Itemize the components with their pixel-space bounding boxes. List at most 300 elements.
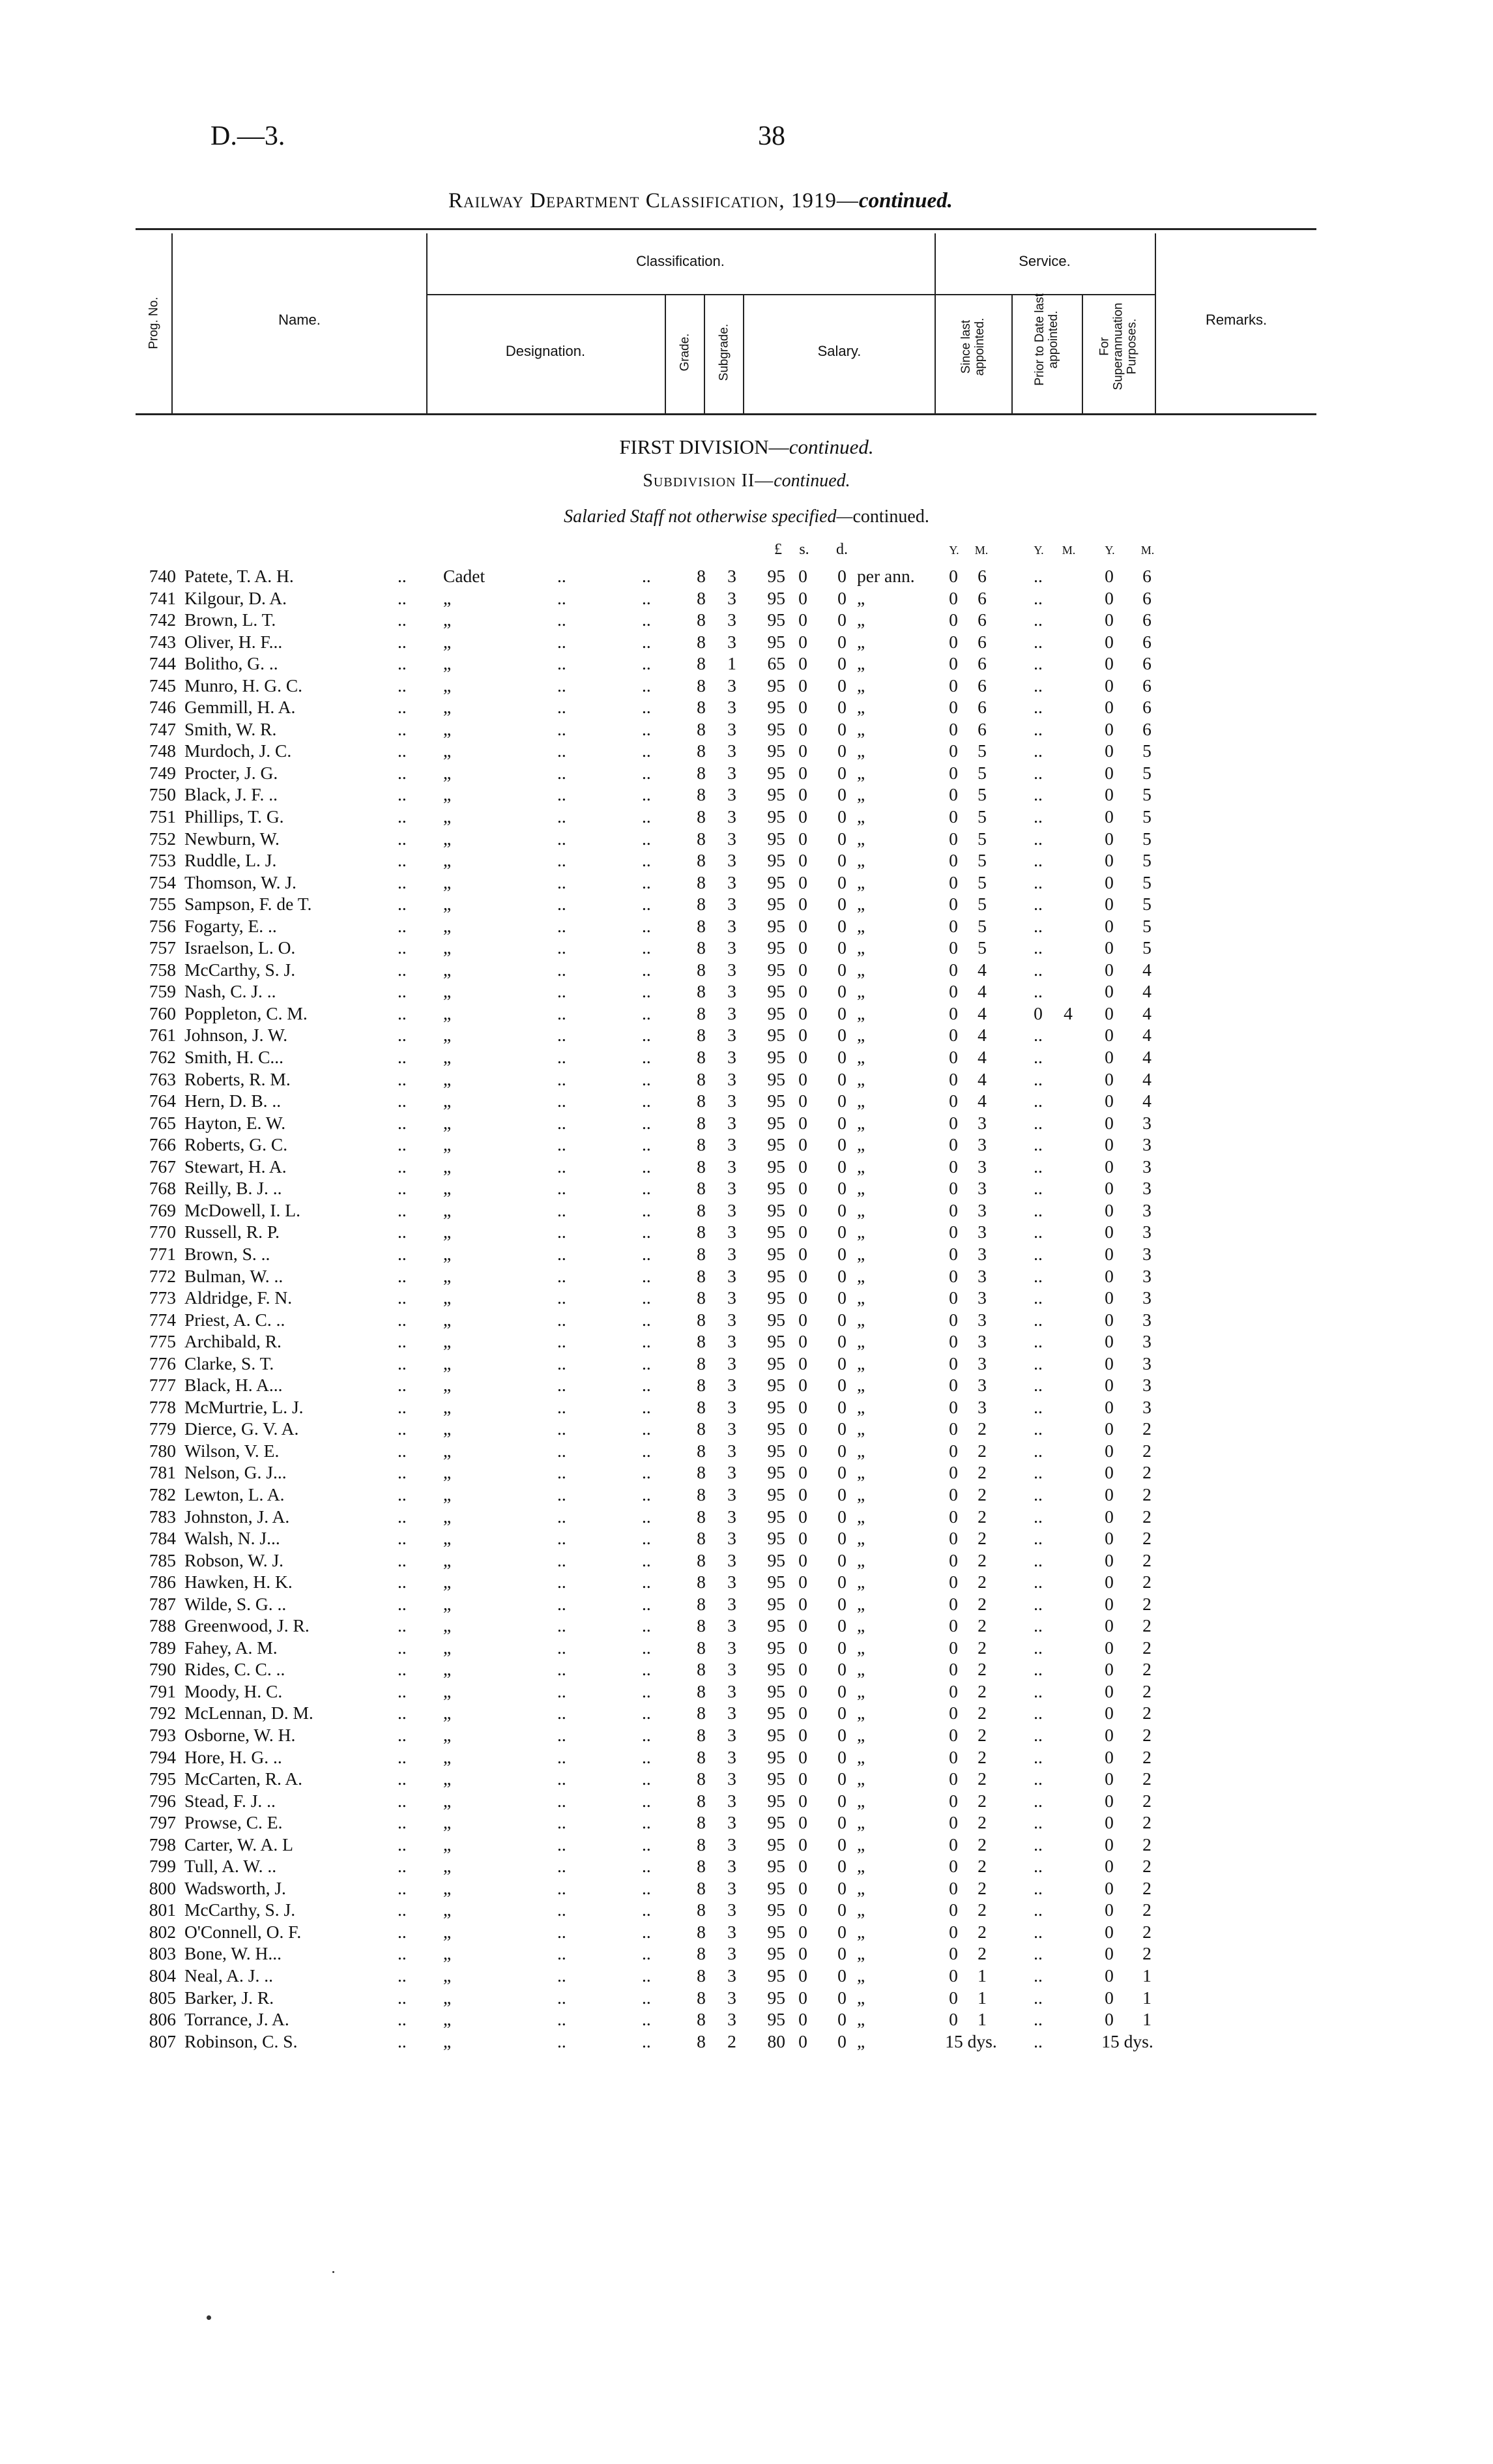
- name-cell: Aldridge, F. N.: [184, 1287, 293, 1308]
- name-cell: McCarthy, S. J.: [184, 959, 296, 980]
- salary-period-cell: „: [857, 1724, 865, 1745]
- superannuation-years-cell: 0: [1105, 1156, 1114, 1177]
- salary-shillings-cell: 0: [798, 1899, 807, 1920]
- since-appointed-years-cell: 0: [949, 1375, 958, 1396]
- superannuation-years-cell: 0: [1105, 1506, 1114, 1527]
- since-appointed-months-cell: 2: [978, 1615, 987, 1636]
- prior-years-cell: ..: [1034, 1703, 1043, 1723]
- leader-dots: ..: [642, 1680, 651, 1701]
- grade-cell: 8: [697, 1396, 706, 1417]
- table-row: [0, 828, 1493, 850]
- designation-cell: „: [443, 631, 452, 652]
- since-appointed-years-cell: 0: [949, 1856, 958, 1877]
- leader-dots: ..: [557, 631, 566, 652]
- name-cell: Ruddle, L. J.: [184, 850, 277, 871]
- salary-pounds-cell: 95: [767, 1812, 785, 1833]
- prior-years-cell: ..: [1034, 631, 1043, 652]
- leader-dots: ..: [398, 937, 407, 958]
- salary-period-cell: „: [857, 1943, 865, 1964]
- subgrade-cell: 1: [727, 653, 736, 674]
- table-row: [0, 959, 1493, 981]
- table-row: [0, 1855, 1493, 1877]
- leader-dots: ..: [557, 1987, 566, 2008]
- salary-period-cell: „: [857, 937, 865, 958]
- superannuation-months-cell: 5: [1142, 762, 1152, 783]
- grade-cell: 8: [697, 1112, 706, 1133]
- salary-shillings-cell: 0: [798, 1834, 807, 1855]
- grade-cell: 8: [697, 1768, 706, 1789]
- leader-dots: ..: [557, 915, 566, 936]
- superannuation-months-cell: 4: [1142, 981, 1152, 1002]
- leader-dots: ..: [398, 1178, 407, 1199]
- salary-pence-cell: 0: [837, 894, 847, 915]
- salary-shillings-cell: 0: [798, 675, 807, 696]
- table-row: [0, 1046, 1493, 1068]
- since-appointed-years-cell: 0: [949, 850, 958, 871]
- salary-pence-cell: 0: [837, 1899, 847, 1920]
- leader-dots: ..: [557, 587, 566, 608]
- leader-dots: ..: [398, 1549, 407, 1570]
- leader-dots: ..: [557, 1680, 566, 1701]
- name-cell: Newburn, W.: [184, 828, 280, 849]
- table-row: [0, 696, 1493, 718]
- subgrade-cell: 3: [727, 1812, 736, 1833]
- name-cell: Patete, T. A. H.: [184, 566, 294, 586]
- salary-period-cell: „: [857, 1396, 865, 1417]
- leader-dots: ..: [557, 1353, 566, 1373]
- since-appointed-years-cell: 0: [949, 1680, 958, 1701]
- name-cell: Smith, H. C...: [184, 1047, 284, 1068]
- superannuation-years-cell: 0: [1105, 566, 1114, 586]
- since-appointed-months-cell: 1: [978, 1987, 987, 2008]
- salary-pounds-cell: 95: [767, 741, 785, 761]
- superannuation-years-cell: 0: [1105, 894, 1114, 915]
- salary-shillings-cell: 0: [798, 1091, 807, 1111]
- prior-years-cell: ..: [1034, 2031, 1043, 2051]
- header-bottom-rule: [136, 413, 1316, 415]
- designation-cell: „: [443, 1396, 452, 1417]
- salary-shillings-cell: 0: [798, 850, 807, 871]
- since-appointed-years-cell: 0: [949, 1178, 958, 1199]
- salary-period-cell: „: [857, 1068, 865, 1089]
- table-row: [0, 1790, 1493, 1812]
- superannuation-months-cell: 6: [1142, 587, 1152, 608]
- salary-period-cell: „: [857, 2031, 865, 2051]
- since-appointed-months-cell: 3: [978, 1265, 987, 1286]
- salary-pounds-cell: 95: [767, 1243, 785, 1264]
- prior-months-cell: 4: [1064, 1003, 1073, 1023]
- designation-cell: „: [443, 1659, 452, 1680]
- salary-pence-cell: 0: [837, 1375, 847, 1396]
- unit-pence: d.: [836, 541, 848, 558]
- grade-cell: 8: [697, 806, 706, 827]
- subgrade-cell: 3: [727, 937, 736, 958]
- leader-dots: ..: [557, 872, 566, 892]
- leader-dots: ..: [642, 1003, 651, 1023]
- superannuation-years-cell: 0: [1105, 1965, 1114, 1986]
- salary-pounds-cell: 95: [767, 1834, 785, 1855]
- salary-period-cell: „: [857, 1506, 865, 1527]
- table-row: [0, 1461, 1493, 1484]
- since-appointed-years-cell: 0: [949, 959, 958, 980]
- column-header-since-last-appointed: Since last appointed.: [959, 317, 987, 376]
- superannuation-months-cell: 5: [1142, 915, 1152, 936]
- salary-shillings-cell: 0: [798, 1047, 807, 1068]
- table-row: [0, 1112, 1493, 1134]
- salary-shillings-cell: 0: [798, 1768, 807, 1789]
- leader-dots: ..: [398, 1877, 407, 1898]
- superannuation-months-cell: 2: [1142, 1484, 1152, 1504]
- superannuation-years-cell: 0: [1105, 762, 1114, 783]
- table-row: [0, 806, 1493, 828]
- superannuation-months-cell: 3: [1142, 1243, 1152, 1264]
- since-appointed-months-cell: 3: [978, 1178, 987, 1199]
- leader-dots: ..: [398, 1856, 407, 1877]
- since-appointed-months-cell: 5: [978, 937, 987, 958]
- grade-cell: 8: [697, 1134, 706, 1155]
- prog-no-cell: 762: [149, 1047, 176, 1068]
- salary-pence-cell: 0: [837, 1768, 847, 1789]
- name-cell: Robinson, C. S.: [184, 2031, 298, 2051]
- salary-shillings-cell: 0: [798, 1287, 807, 1308]
- leader-dots: ..: [642, 1572, 651, 1592]
- division-heading: [0, 435, 1493, 459]
- since-appointed-years-cell: 0: [949, 1199, 958, 1220]
- salary-shillings-cell: 0: [798, 1068, 807, 1089]
- grade-cell: 8: [697, 1375, 706, 1396]
- leader-dots: ..: [642, 697, 651, 718]
- prog-no-cell: 753: [149, 850, 176, 871]
- superannuation-months-cell: 5: [1142, 937, 1152, 958]
- subgrade-cell: 3: [727, 741, 736, 761]
- subgrade-cell: 3: [727, 1484, 736, 1504]
- table-row: [0, 1374, 1493, 1396]
- leader-dots: ..: [398, 1615, 407, 1636]
- prog-no-cell: 757: [149, 937, 176, 958]
- header-top-rule: [136, 228, 1316, 230]
- subgrade-cell: 3: [727, 1440, 736, 1461]
- salary-shillings-cell: 0: [798, 1572, 807, 1592]
- prior-years-cell: ..: [1034, 894, 1043, 915]
- since-appointed-years-cell: 0: [949, 566, 958, 586]
- salary-period-cell: „: [857, 915, 865, 936]
- superannuation-years-cell: 0: [1105, 1790, 1114, 1811]
- grade-cell: 8: [697, 1068, 706, 1089]
- name-cell: Murdoch, J. C.: [184, 741, 292, 761]
- name-cell: Prowse, C. E.: [184, 1812, 283, 1833]
- salary-pounds-cell: 95: [767, 1549, 785, 1570]
- prog-no-cell: 758: [149, 959, 176, 980]
- name-cell: Wadsworth, J.: [184, 1877, 286, 1898]
- salary-period-cell: „: [857, 872, 865, 892]
- subgrade-cell: 3: [727, 1375, 736, 1396]
- superannuation-years-cell: 0: [1105, 1243, 1114, 1264]
- since-appointed-years-cell: 0: [949, 741, 958, 761]
- prog-no-cell: 783: [149, 1506, 176, 1527]
- name-cell: Tull, A. W. ..: [184, 1856, 277, 1877]
- prior-years-cell: ..: [1034, 587, 1043, 608]
- name-cell: Fogarty, E. ..: [184, 915, 277, 936]
- salary-pounds-cell: 95: [767, 850, 785, 871]
- salary-pence-cell: 0: [837, 1703, 847, 1723]
- grade-cell: 8: [697, 762, 706, 783]
- since-appointed-years-cell: 0: [949, 1091, 958, 1111]
- leader-dots: ..: [398, 784, 407, 805]
- leader-dots: ..: [642, 1593, 651, 1614]
- leader-dots: ..: [398, 1812, 407, 1833]
- table-row: [0, 1637, 1493, 1659]
- salary-pence-cell: 0: [837, 1637, 847, 1658]
- leader-dots: ..: [557, 1899, 566, 1920]
- subgrade-cell: 3: [727, 1287, 736, 1308]
- salary-pounds-cell: 95: [767, 1112, 785, 1133]
- superannuation-years-cell: 0: [1105, 1353, 1114, 1373]
- grade-cell: 8: [697, 915, 706, 936]
- subgrade-cell: 3: [727, 1877, 736, 1898]
- leader-dots: ..: [398, 1899, 407, 1920]
- salary-pounds-cell: 95: [767, 784, 785, 805]
- grade-cell: 8: [697, 1265, 706, 1286]
- leader-dots: ..: [557, 1134, 566, 1155]
- superannuation-months-cell: 2: [1142, 1549, 1152, 1570]
- leader-dots: ..: [642, 784, 651, 805]
- superannuation-months-cell: 6: [1142, 609, 1152, 630]
- designation-cell: „: [443, 1003, 452, 1023]
- since-appointed-years-cell: 0: [949, 1265, 958, 1286]
- subgrade-cell: 3: [727, 1112, 736, 1133]
- table-row: [0, 1943, 1493, 1965]
- designation-cell: „: [443, 2031, 452, 2051]
- leader-dots: ..: [642, 1877, 651, 1898]
- prior-years-cell: ..: [1034, 675, 1043, 696]
- since-appointed-months-cell: 1: [978, 1965, 987, 1986]
- superannuation-years-cell: 0: [1105, 1418, 1114, 1439]
- prog-no-cell: 772: [149, 1265, 176, 1286]
- prog-no-cell: 801: [149, 1899, 176, 1920]
- since-appointed-months-cell: 4: [978, 981, 987, 1002]
- since-appointed-years-cell: 0: [949, 1025, 958, 1046]
- salary-period-cell: „: [857, 1418, 865, 1439]
- designation-cell: Cadet: [443, 566, 486, 586]
- salary-shillings-cell: 0: [798, 1418, 807, 1439]
- salary-pounds-cell: 95: [767, 1659, 785, 1680]
- salary-pounds-cell: 95: [767, 1199, 785, 1220]
- leader-dots: ..: [642, 653, 651, 674]
- leader-dots: ..: [557, 1199, 566, 1220]
- superannuation-years-cell: 0: [1105, 784, 1114, 805]
- unit-months: M.: [974, 544, 989, 557]
- since-appointed-months-cell: 6: [978, 631, 987, 652]
- grade-cell: 8: [697, 828, 706, 849]
- leader-dots: ..: [557, 1440, 566, 1461]
- prog-no-cell: 780: [149, 1440, 176, 1461]
- grade-cell: 8: [697, 1047, 706, 1068]
- superannuation-years-cell: 0: [1105, 1068, 1114, 1089]
- leader-dots: ..: [557, 718, 566, 739]
- leader-dots: ..: [642, 1703, 651, 1723]
- salary-period-cell: „: [857, 1375, 865, 1396]
- salary-pounds-cell: 95: [767, 1593, 785, 1614]
- subgrade-cell: 3: [727, 828, 736, 849]
- salary-pounds-cell: 80: [767, 2031, 785, 2051]
- grade-cell: 8: [697, 1615, 706, 1636]
- name-cell: Russell, R. P.: [184, 1222, 280, 1242]
- salary-pounds-cell: 95: [767, 1309, 785, 1330]
- designation-cell: „: [443, 806, 452, 827]
- since-appointed-months-cell: 2: [978, 1746, 987, 1767]
- table-row: [0, 762, 1493, 784]
- grade-cell: 8: [697, 631, 706, 652]
- table-row: [0, 1134, 1493, 1156]
- subgrade-cell: 3: [727, 631, 736, 652]
- column-header-service: Service.: [1019, 253, 1071, 269]
- division-heading-main: FIRST DIVISION—: [619, 435, 789, 458]
- superannuation-months-cell: 2: [1142, 1593, 1152, 1614]
- column-header-designation: Designation.: [505, 343, 586, 359]
- designation-cell: „: [443, 1462, 452, 1483]
- prog-no-cell: 794: [149, 1746, 176, 1767]
- leader-dots: ..: [398, 566, 407, 586]
- salary-period-cell: „: [857, 1703, 865, 1723]
- leader-dots: ..: [398, 1834, 407, 1855]
- superannuation-years-cell: 0: [1105, 653, 1114, 674]
- superannuation-months-cell: 3: [1142, 1265, 1152, 1286]
- salary-pounds-cell: 95: [767, 1724, 785, 1745]
- since-appointed-years-cell: 0: [949, 1768, 958, 1789]
- salary-pounds-cell: 95: [767, 609, 785, 630]
- leader-dots: ..: [642, 1222, 651, 1242]
- prog-no-cell: 763: [149, 1068, 176, 1089]
- subgrade-cell: 3: [727, 762, 736, 783]
- leader-dots: ..: [642, 1331, 651, 1352]
- leader-dots: ..: [642, 1199, 651, 1220]
- salary-pence-cell: 0: [837, 1047, 847, 1068]
- salary-period-cell: „: [857, 1549, 865, 1570]
- staff-heading-suffix: continued.: [852, 506, 929, 527]
- superannuation-months-cell: 1: [1142, 1987, 1152, 2008]
- subgrade-cell: 3: [727, 1572, 736, 1592]
- superannuation-months-cell: 2: [1142, 1462, 1152, 1483]
- leader-dots: ..: [557, 2031, 566, 2051]
- leader-dots: ..: [557, 741, 566, 761]
- subgrade-cell: 3: [727, 1396, 736, 1417]
- grade-cell: 8: [697, 1440, 706, 1461]
- since-appointed-years-cell: 0: [949, 1834, 958, 1855]
- superannuation-years-cell: 0: [1105, 697, 1114, 718]
- superannuation-months-cell: 6: [1142, 718, 1152, 739]
- since-appointed-months-cell: 4: [978, 1091, 987, 1111]
- salary-shillings-cell: 0: [798, 1222, 807, 1242]
- since-appointed-years-cell: 0: [949, 1047, 958, 1068]
- subgrade-cell: 3: [727, 1790, 736, 1811]
- salary-pounds-cell: 95: [767, 1003, 785, 1023]
- salary-pounds-cell: 95: [767, 1462, 785, 1483]
- leader-dots: ..: [557, 894, 566, 915]
- since-appointed-years-cell: 0: [949, 1506, 958, 1527]
- name-cell: McMurtrie, L. J.: [184, 1396, 304, 1417]
- salary-pounds-cell: 95: [767, 1396, 785, 1417]
- prior-years-cell: ..: [1034, 1790, 1043, 1811]
- salary-pence-cell: 0: [837, 1243, 847, 1264]
- name-cell: Bone, W. H...: [184, 1943, 282, 1964]
- table-row: [0, 1309, 1493, 1331]
- since-appointed-years-cell: 0: [949, 762, 958, 783]
- table-row: [0, 609, 1493, 631]
- salary-period-cell: „: [857, 1156, 865, 1177]
- leader-dots: ..: [642, 1134, 651, 1155]
- table-row: [0, 1265, 1493, 1287]
- prog-no-cell: 807: [149, 2031, 176, 2051]
- since-appointed-years-cell: 0: [949, 1746, 958, 1767]
- salary-pence-cell: 0: [837, 1724, 847, 1745]
- table-row: [0, 675, 1493, 697]
- leader-dots: ..: [398, 1025, 407, 1046]
- since-appointed-months-cell: 2: [978, 1812, 987, 1833]
- superannuation-months-cell: 2: [1142, 1659, 1152, 1680]
- salary-pounds-cell: 95: [767, 1768, 785, 1789]
- document-reference: D.—3.: [210, 121, 285, 151]
- leader-dots: ..: [642, 937, 651, 958]
- prog-no-cell: 745: [149, 675, 176, 696]
- staff-heading: [0, 506, 1493, 527]
- designation-cell: „: [443, 1593, 452, 1614]
- designation-cell: „: [443, 828, 452, 849]
- prog-no-cell: 770: [149, 1222, 176, 1242]
- grade-cell: 8: [697, 1680, 706, 1701]
- salary-pence-cell: 0: [837, 1528, 847, 1549]
- leader-dots: ..: [557, 1375, 566, 1396]
- salary-shillings-cell: 0: [798, 697, 807, 718]
- designation-cell: „: [443, 1375, 452, 1396]
- prior-years-cell: ..: [1034, 1418, 1043, 1439]
- grade-cell: 8: [697, 937, 706, 958]
- salary-pence-cell: 0: [837, 806, 847, 827]
- leader-dots: ..: [557, 1724, 566, 1745]
- salary-pounds-cell: 95: [767, 1222, 785, 1242]
- salary-period-cell: „: [857, 1965, 865, 1986]
- prog-no-cell: 789: [149, 1637, 176, 1658]
- salary-pence-cell: 0: [837, 828, 847, 849]
- designation-cell: „: [443, 1724, 452, 1745]
- grade-cell: 8: [697, 718, 706, 739]
- superannuation-years-cell: 0: [1105, 1265, 1114, 1286]
- superannuation-years-cell: 0: [1105, 1856, 1114, 1877]
- subgrade-cell: 3: [727, 1528, 736, 1549]
- salary-shillings-cell: 0: [798, 718, 807, 739]
- designation-cell: „: [443, 1812, 452, 1833]
- superannuation-years-cell: 0: [1105, 1659, 1114, 1680]
- designation-cell: „: [443, 1615, 452, 1636]
- salary-pence-cell: 0: [837, 566, 847, 586]
- salary-period-cell: „: [857, 806, 865, 827]
- prior-years-cell: ..: [1034, 937, 1043, 958]
- since-appointed-years-cell: 0: [949, 1615, 958, 1636]
- superannuation-months-cell: 6: [1142, 631, 1152, 652]
- leader-dots: ..: [557, 609, 566, 630]
- superannuation-months-cell: 1: [1142, 1965, 1152, 1986]
- since-appointed-years-cell: 0: [949, 2009, 958, 2030]
- leader-dots: ..: [398, 1746, 407, 1767]
- superannuation-months-cell: 2: [1142, 1834, 1152, 1855]
- leader-dots: ..: [557, 1112, 566, 1133]
- since-appointed-years-cell: 0: [949, 1965, 958, 1986]
- table-row: [0, 1287, 1493, 1309]
- subgrade-cell: 3: [727, 1156, 736, 1177]
- prog-no-cell: 742: [149, 609, 176, 630]
- designation-cell: „: [443, 1921, 452, 1942]
- since-appointed-years-cell: 0: [949, 828, 958, 849]
- subgrade-cell: 3: [727, 587, 736, 608]
